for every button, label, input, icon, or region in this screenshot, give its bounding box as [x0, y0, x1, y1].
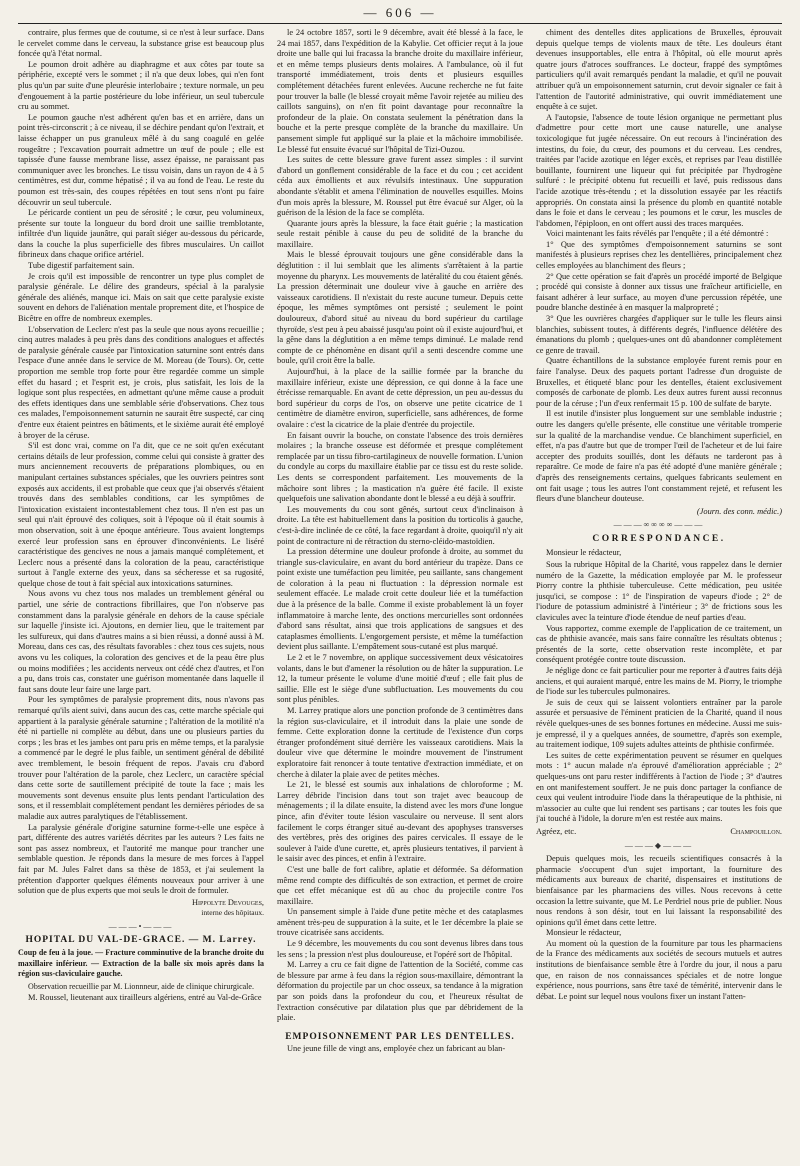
paragraph: L'observation de Leclerc n'est pas la seule que nous ayons recueillie ; cinq autres malades à peu près dans des conditions analogues et affectés de paralysie générale causée par l'intoxication saturnine sont entrés dans l'espace d'une année dans le service de M. Moreau (de Tours). Or, cette proportion me semble trop forte pour être regardée comme un simple effet du hasard ; et l'esprit est, je crois, plus satisfait, les lois de la logique sont plus respectées, en admettant qu'une même cause a produit des effets identiques dans une semblable série d'observations. Chez tous ces malades, l'empoisonnement saturnin ne saurait être suspecté, car cinq d'entre eux étaient peintres en bâtiments, et le sixième aurait été employé à broyer de la céruse. — [18, 324, 264, 440]
paragraph: Aujourd'hui, à la place de la saillie formée par la branche du maxillaire inférieur, existe une dépression, ce qui donne à la face une étrécisse remarquable. En avant de cette dépression, un peu au-dessus du bord supérieur du corps de l'os, on observe une petite cicatrice de 1 centimètre de diamètre environ, superficielle, sans adhérences, de forme ovalaire : c'est la cicatrice de la plaie d'entrée du projectile. — [277, 367, 523, 429]
hospital-section-title: HOPITAL DU VAL-DE-GRACE. — M. Larrey. — [25, 935, 257, 946]
paragraph: La paralysie générale d'origine saturnine forme-t-elle une espèce à part, différente des autres variétés décrites par les auteurs ? Les faits ne sont pas assez nombreux, et l'autorité me manque pour trancher une semblable question. Je réponds dans la mesure de mes forces à l'appel fait par M. Jules Falret dans sa thèse de 1853, et j'ai seulement la prétention d'apporter quelques éléments nouveaux pour arriver à une solution que de plus experts que moi seuls le droit de formuler. — [18, 822, 264, 896]
observation-note: Observation recueillie par M. Lionnneur, aide de clinique chirurgicale. — [28, 981, 254, 991]
paragraph: Les suites de cette blessure grave furent assez simples : il survint d'abord un gonflement considérable de la face et du cou ; cet accident céda aux émollients et aux révulsifs intestinaux. Une suppuration abondante s'établit et amena l'élimination de nouvelles esquilles. Moins d'un mois après la blessure, M. Roussel put être évacué sur Alger, où la guérison de la lésion de la face se compléta. — [277, 155, 523, 218]
paragraph: Quatre échantillons de la substance employée furent remis pour en faire l'analyse. Deux des paquets portant l'adresse d'un droguiste de Bruxelles, et étiqueté blanc pour les dentelles, étaient exclusivement composés de carbonate de plomb. Les deux autres furent aussi reconnus pour de la céruse ; l'un d'eux renfermait 15 p. 100 de sulfate de baryte. — [536, 356, 782, 408]
column-3 — [536, 28, 782, 1158]
column-2 — [277, 28, 523, 1158]
paragraph: Une jeune fille de vingt ans, employée chez un fabricant au blan- — [287, 1044, 506, 1054]
paragraph: Je suis de ceux qui se laissent volontiers entraîner par la parole assurée et persuasive de l'éminent praticien de la Charité, quand il nous révèle quelques-unes de ses bonnes fortunes en médecine. Aussi me suis-je empressé, il y a quelques années, de soumettre, d'après son exemple, au traitement iodique, 109 sujets adultes atteints de phthisie confirmée. — [536, 697, 782, 750]
letter-2-paragraphs — [536, 854, 782, 1002]
paragraph: Le 2 et le 7 novembre, on applique successivement deux vésicatoires volants, dans le but d'amener la résolution ou de hâter la suppuration. Le 12, la tumeur présente le volume d'une moitié d'œuf ; elle fait plus de saillie. Elle est le siège d'une subfluctuation. Les mouvements du cou sont plus pénibles. — [277, 653, 523, 705]
ornament-divider: ———◆——— — [624, 840, 694, 850]
paragraph: 1° Que des symptômes d'empoisonnement saturnins se sont manifestés à plusieurs reprises chez les dentellières, principalement chez celles employées au blanchiment des fleurs ; — [536, 239, 782, 271]
paragraph: Quarante jours après la blessure, la face était guérie ; la mastication seule restait pénible à cause du peu de solidité de la branche du maxillaire. — [277, 218, 523, 249]
paragraph: C'est une balle de fort calibre, aplatie et déformée. Sa déformation même rend compte des difficultés de son extraction, et permet de croire que cet effet mécanique est dû au choc du projectile contre l'os maxillaire. — [277, 864, 523, 906]
paragraph: Je néglige donc ce fait particulier pour me reporter à d'autres faits déjà anciens, et qui auraient marqué, entre les mains de M. Piorry, le triomphe de l'iode sur les tubercules pulmonaires. — [536, 666, 782, 697]
paragraph: Tube digestif parfaitement sain. — [28, 261, 135, 271]
signature-title: interne des hôpitaux. — [201, 908, 264, 918]
paragraph: Mais le blessé éprouvait toujours une gêne considérable dans la déglutition : il lui semblait que les aliments s'arrêtaient à la partie moyenne du pharynx. Les mouvements de latéralité du cou étaient gênés. La pression déterminait une douleur vive à gauche en arrière des vaisseaux carotidiens. Il n'existait du reste aucune tumeur. Depuis cette époque, les mêmes symptômes ont persisté ; seulement le point douloureux, d'abord situé au niveau du bord supérieur du cartilage thyroïde, s'est peu à peu abaissé jusqu'au point où il existe aujourd'hui, et la gêne dans la déglutition a en même temps diminué. Le malade rend compte de ce phénomène en disant qu'il a senti descendre comme une boule, qu'il croit être la balle. — [277, 250, 523, 366]
paragraph: Sous la rubrique Hôpital de la Charité, vous rappelez dans le dernier numéro de la Gazette, la médication employée par M. le professeur Piorry contre la phthisie tuberculeuse. Cette médication, peu usitée jusqu'ici, se compose : 1° de l'inspiration de vapeurs d'iode ; 2° de l'iodure de potassium administré à l'intérieur ; 3° de frictions sous les clavicules avec la teinture d'iode étendue de neuf parties d'eau. — [536, 560, 782, 623]
paragraph: Depuis quelques mois, les recueils scientifiques consacrés à la pharmacie s'occupent d'un sujet important, la fourniture des médicaments aux bureaux de charité, dispensaires et institutions de bienfaisance par les pharmaciens des villes. Nous recevons à cette occasion la lettre suivante, que M. Le Perdriel nous prie de publier. Nous nous rendons à son désir, tout en lui laissant la responsabilité des opinions qu'il émet dans cette lettre. — [536, 854, 782, 927]
correspondence-section-title: CORRESPONDANCE. — [592, 533, 726, 544]
paragraph: le 24 octobre 1857, sorti le 9 décembre, avait été blessé à la face, le 24 mai 1857, dans l'expédition de la Kabylie. Cet officier reçut à la joue droite une balle qui lui fracassa la branche droite du maxillaire inférieur, et en même temps plusieurs dents molaires. A l'ambulance, où il fut transporté immédiatement, trois dents et plusieurs esquilles complétement détachées furent enlevées. Aucune recherche ne fut faite pour trouver la balle (le blessé croyait même l'avoir rejetée au milieu des caillots sanguins), on n'en fit point davantage pour reconnaître la profondeur de la plaie. On constata seulement la pénétration dans la bouche et la perte presque complète de la branche du maxillaire. Un pansement simple fut appliqué sur la plaie et la mâchoire immobilisée. Le blessé fut ensuite évacué sur l'hôpital de Tizi-Ouzou. — [277, 28, 523, 154]
signoff-author: Champouillon. — [730, 826, 782, 836]
header-rule — [18, 23, 782, 24]
case-subtitle: Coup de feu à la joue. — Fracture comminutive de la branche droite du maxillaire inférieur. — Extraction de la balle six mois après dans la région sus-claviculaire gauche. — [18, 948, 264, 979]
paragraph: Monsieur le rédacteur, — [546, 928, 622, 938]
paragraph: La pression détermine une douleur profonde à droite, au sommet du triangle sus-claviculaire, en avant du bord antérieur du trapèze. Dans ce point existe une tuméfaction peu limitée, peu saillante, sans changement de coloration à la peau ni fluctuation : la dépression normale est seulement effacée. Le malade croit cette douleur liée et la tuméfaction due à la présence de la balle. Comme il existe probablement là un foyer inflammatoire à marche lente, des onctions mercurielles sont ordonnées d'abord sans résultat, ainsi que trois applications de sangsues et des cataplasmes émollients. L'engorgement persiste, et même la tuméfaction devient plus saillante. L'empâtement sous-cutané est plus marqué. — [277, 547, 523, 652]
paragraph: Le 21, le blessé est soumis aux inhalations de chloroforme ; M. Larrey débride l'incision dans tout son trajet avec beaucoup de ménagements ; il la dilate ensuite, la distend avec les mors d'une longue pince, afin d'éviter toute lésion vasculaire ou nerveuse. Il sent alors facilement le corps étranger situé au-devant des apophyses transverses des vertèbres, près des origines des paires cervicales. Il essaye de le soulever à l'aide d'une curette, et, après plusieurs tentatives, il parvient à le saisir avec des pinces, et enfin à l'extraire. — [277, 780, 523, 864]
columns — [18, 28, 782, 1158]
signature — [18, 898, 264, 919]
paragraph: chiment des dentelles dites applications de Bruxelles, éprouvait depuis quelque temps de violents maux de tête. Les douleurs étant devenues insupportables, elle entra à l'hôpital, où elle mourut après quatre jours d'atroces souffrances. Le docteur, frappé des symptômes particuliers qu'il avait remarqués pendant la maladie, et qu'il ne pouvait attribuer qu'à un empoisonnement saturnin, crut devoir signaler ce fait à l'attention de l'autorité administrative, qui ouvrit immédiatement une enquête à ce sujet. — [536, 28, 782, 112]
column-2-paragraphs — [277, 28, 523, 1024]
journal-reference: (Journ. des conn. médic.) — [696, 506, 782, 516]
paragraph: Le poumon droit adhère au diaphragme et aux côtes par toute sa périphérie, excepté vers le sommet ; il n'a que deux lobes, qui n'en font plus qu'un par suite d'une pleurésie interlobaire ; texture normale, un peu d'engouement à la partie postérieure du lobe inférieur, un seul tubercule cru au sommet. — [18, 59, 264, 112]
paragraph: En faisant ouvrir la bouche, on constate l'absence des trois dernières molaires ; la branche osseuse est déformée et presque complétement remplacée par un tissu fibro-cartilagineux de nouvelle formation. L'union du condyle au corps du maxillaire établie par ce tissu est du reste solide. Les dents se correspondent parfaitement. Les mouvements de la mâchoire sont libres ; la mastication n'a guère été facile. Il existe quelquefois une salivation abondante dont le blessé a eu déjà à souffrir. — [277, 430, 523, 504]
letter-greeting: Monsieur le rédacteur, — [546, 547, 622, 557]
ornament-divider: ———∞∞∞∞——— — [613, 520, 705, 530]
paragraph: M. Larrey a cru ce fait digne de l'attention de la Société, comme cas de blessure par arme à feu dans la région sous-maxillaire, démontrant la déformation du projectile par un choc osseux, sa tendance à la migration par son poids dans la profondeur du cou, et l'heureux résultat de l'extraction consécutive par dilatation plus que par débridement de la plaie. — [277, 960, 523, 1023]
paragraph: Les mouvements du cou sont gênés, surtout ceux d'inclinaison à droite. La tête est habituellement dans la position du torticolis à gauche, c'est-à-dire inclinée de ce côté, la face regardant à droite, quoiqu'il n'y ait point de contracture ni de rétraction du sterno-cléido-mastoïdien. — [277, 504, 523, 546]
paragraph: A l'autopsie, l'absence de toute lésion organique ne permettant plus d'admettre pour cette mort une cause naturelle, une analyse toxicologique fut jugée nécessaire. On eut recours à l'incinération des intestins, du foie, du cœur, des poumons et du cerveau. Les cendres, traitées par l'acide azotique en léger excès, et reprises par l'eau distillée bouillante, fournirent une liqueur qui fut précipitée par l'hydrogène sulfuré : le précipité obtenu fut recueilli et lavé, puis redissous dans l'acide azotique très-étendu ; et la dissolution essayée par les réactifs appropriés. On constata ainsi la présence du plomb en quantité notable dans le foie et dans le cerveau ; les poumons et le cœur, les muscles de l'abdomen, l'épiploon, en ont offert aussi des traces marquées. — [536, 112, 782, 228]
paragraph: Voici maintenant les faits révélés par l'enquête ; il a été démontré : — [546, 229, 769, 239]
column-3-paragraphs — [536, 28, 782, 505]
paragraph: Vous rapportez, comme exemple de l'application de ce traitement, un cas de phthisie avancée, mais sans faire connaître les résultats obtenus ; présentés de la sorte, cette observation reste incomplète, et par conséquent protégée contre toute discussion. — [536, 623, 782, 665]
column-1 — [18, 28, 264, 1158]
column-1-paragraphs — [18, 28, 264, 897]
paragraph: Le 9 décembre, les mouvements du cou sont devenus libres dans tous les sens ; la pression n'est plus douloureuse, et l'opéré sort de l'hôpital. — [277, 939, 523, 959]
paragraph: M. Larrey pratique alors une ponction profonde de 3 centimètres dans la région sus-claviculaire, et il introduit dans la plaie une sonde de femme. Cette exploration donne la certitude de l'existence d'un corps étranger profondément situé derrière les vaisseaux carotidiens. Mais la douleur vive que détermine le moindre mouvement de l'instrument exploratoire fait renoncer à toute tentative d'extraction immédiate, et on cherche à dilater la plaie avec de petites mèches. — [277, 706, 523, 779]
signature-name: Hippolyte Devouges, — [191, 897, 264, 907]
paragraph: Le péricarde contient un peu de sérosité ; le cœur, peu volumineux, présente sur toute la longueur du bord droit une saillie tremblotante, infiltrée d'un liquide jaunâtre, qui paraît siéger au-dessous du péricarde, dans la couche la plus superficielle des fibres musculaires. Un caillot fibrineux dans chaque orifice artériel. — [18, 208, 264, 260]
paragraph: contraire, plus fermes que de coutume, si ce n'est à leur surface. Dans le cervelet comme dans le cerveau, la substance grise est beaucoup plus foncée qu'à l'état normal. — [18, 28, 264, 59]
paragraph: Je crois qu'il est impossible de rencontrer un type plus complet de paralysie générale. Le délire des grandeurs, spécial à la paralysie générale des aliénés, manque ici. Mais on sait que cette paralysie existe souvent en dehors de l'aliénation mentale proprement dite, et l'hospice de Bicêtre en offre de nombreux exemples. — [18, 271, 264, 324]
paragraph: 2° Que cette opération se fait d'après un procédé importé de Belgique ; procédé qui consiste à donner aux tissus une fraîcheur artificielle, en faisant adhérer à leur surface, au moyen d'une percussion répétée, une poudre blanche destinée à en masquer la malpropreté ; — [536, 271, 782, 313]
paragraph: Nous avons vu chez tous nos malades un tremblement général ou partiel, une série de contractions fibrillaires, que l'on n'observe pas constamment dans la paralysie générale en dehors de la cause spéciale sur laquelle j'insiste ici. Ajoutons, en dernier lieu, que le traitement par les sulfureux, qui dans d'autres mains a si bien réussi, a donné aussi à M. Moreau, dans ces cas, des résultats favorables : chez tous ces sujets, nous avons vu les coliques, la coloration des gencives et de la peau être plus ou moins modifiées ; les accidents nerveux ont cédé chez d'autres, et l'on a pu, dans trois cas, constater une guérison momentanée dans laquelle il faut sans doute leur faire une large part. — [18, 589, 264, 694]
letter-1-paragraphs — [536, 560, 782, 825]
paragraph: Pour les symptômes de paralysie proprement dits, nous n'avons pas remarqué qu'ils aient suivi, dans aucun des cas, cette marche spéciale qui appartient à la paralysie générale saturnine ; l'altération de la motilité n'a été ni partielle ni complète au début, dans une ou plusieurs parties du corps ; les bras et les jambes ont paru pris en même temps, et la paralysie a commencé par le degré le plus faible, un sentiment général de débilité avec tremblement, le besoin fréquent de repos. J'avais cru d'abord trouver pour l'altération de la parole, chez Leclerc, un caractère spécial dans cette sorte de sautillement précipité de toute la face ; mais les mouvements sont devenus ensuite plus lents pendant l'articulation des sons, et il ressemblait complétement pendant les dernières périodes de sa maladie aux autres paralytiques de l'établissement. — [18, 695, 264, 821]
lace-poisoning-section-title: EMPOISONNEMENT PAR LES DENTELLES. — [285, 1031, 515, 1042]
ornament-divider: ———•——— — [108, 921, 174, 931]
signoff-closing: Agréez, etc. — [536, 826, 577, 836]
paragraph: Il est inutile d'insister plus longuement sur une semblable industrie ; outre les dangers qu'elle présente, elle constitue une véritable tromperie sur la qualité de la marchandise vendue. Ce blanchiment superficiel, en effet, n'a pas d'autre but que de tromper l'œil de l'acheteur et de lui faire accepter des produits souillés, dont les défauts ne tarderont pas à reparaître. Ce mode de faire n'a pas été adopté d'une manière générale ; d'après des renseignements certains, quelques fabricants seulement en ont fait usage ; tous les autres l'ont constamment rejeté, et refusent les fleurs d'une blancheur douteuse. — [536, 409, 782, 504]
paragraph: Les suites de cette expérimentation peuvent se résumer en quelques mots : 1° aucun malade n'a éprouvé d'amélioration appréciable ; 2° quelques-uns ont paru rester indifférents à l'action de l'iode ; 3° d'autres en ont manifestement souffert. Je ne puis donc partager la confiance de ceux qui veulent introduire l'iode dans la thérapeutique de la phthisie, ni m'associer au culte que lui rendent ses partisans ; car toutes les fois que j'ai touché à l'idole, la dorure m'en est restée aux mains. — [536, 750, 782, 824]
paragraph: Un pansement simple à l'aide d'une petite mèche et des cataplasmes amènent très-peu de suppuration à la suite, et le 1er décembre la plaie se trouve cicatrisée sans accidents. — [277, 907, 523, 938]
paragraph: Au moment où la question de la fourniture par tous les pharmaciens de la France des médicaments aux sociétés de secours mutuels et autres institutions de bienfaisance semble être à l'ordre du jour, il nous a paru que, en raison de nos connaissances spéciales et de notre longue expérience, nous pourrions, sans être taxé de témérité, intervenir dans le débat. Le point sur lequel nous voulons fixer un instant l'atten- — [536, 938, 782, 1001]
paragraph: 3° Que les ouvrières chargées d'appliquer sur le tulle les fleurs ainsi blanchies, subissent toutes, à différents degrés, l'influence délétère des émanations du plomb ; quelques-unes ont dû abandonner complètement ce genre de travail. — [536, 314, 782, 355]
paragraph: S'il est donc vrai, comme on l'a dit, que ce ne soit qu'en exécutant certains détails de leur profession, comme celui qui consiste à gratter des murs anciennement recouverts de préparations plombiques, ou en manipulant certaines substances spéciales, que les ouvriers peintres sont exposés aux accidents, il est probable que ceux que j'ai observés s'étaient trouvés dans des semblables conditions, car les symptômes de l'intoxication existaient incontestablement chez tous. Il n'en est pas un seul qui n'ait éprouvé des coliques, soit à l'époque où il était soumis à mon observation, soit à une époque antérieure. Tous avaient longtemps exercé leur profession sans en éprouver d'inconvénients. Le liséré caractéristique des gencives ne nous a jamais manqué complétement, et Leclerc nous a présenté dans la coloration de la peau, caractéristique surtout à l'angle externe des yeux, dans sa sécheresse et sa rugosité, quelque chose de tout à fait spécial aux intoxications saturnines. — [18, 441, 264, 588]
paragraph: Le poumon gauche n'est adhérent qu'en bas et en arrière, dans un point très-circonscrit ; à ce niveau, il se déchire pendant qu'on l'extrait, et laisse échapper un pus granuleux mêlé à du sang coagulé en gelée rougeâtre ; l'excavation pourrait admettre un œuf de poule ; elle est tapissée d'une fausse membrane lisse, assez épaisse, ne paraissant pas communiquer avec les bronches. Le tissu voisin, dans un rayon de 4 à 5 centimètres, est dur, comme hépatisé ; il va au fond de l'eau. Le reste du poumon est très-sain, des coupes répétées en tout sens n'ont pu faire découvrir un seul tubercule. — [18, 112, 264, 207]
letter-signoff — [536, 827, 782, 838]
paragraph: M. Roussel, lieutenant aux tirailleurs algériens, entré au Val-de-Grâce — [28, 993, 262, 1003]
page-number: — 606 — — [363, 5, 437, 20]
